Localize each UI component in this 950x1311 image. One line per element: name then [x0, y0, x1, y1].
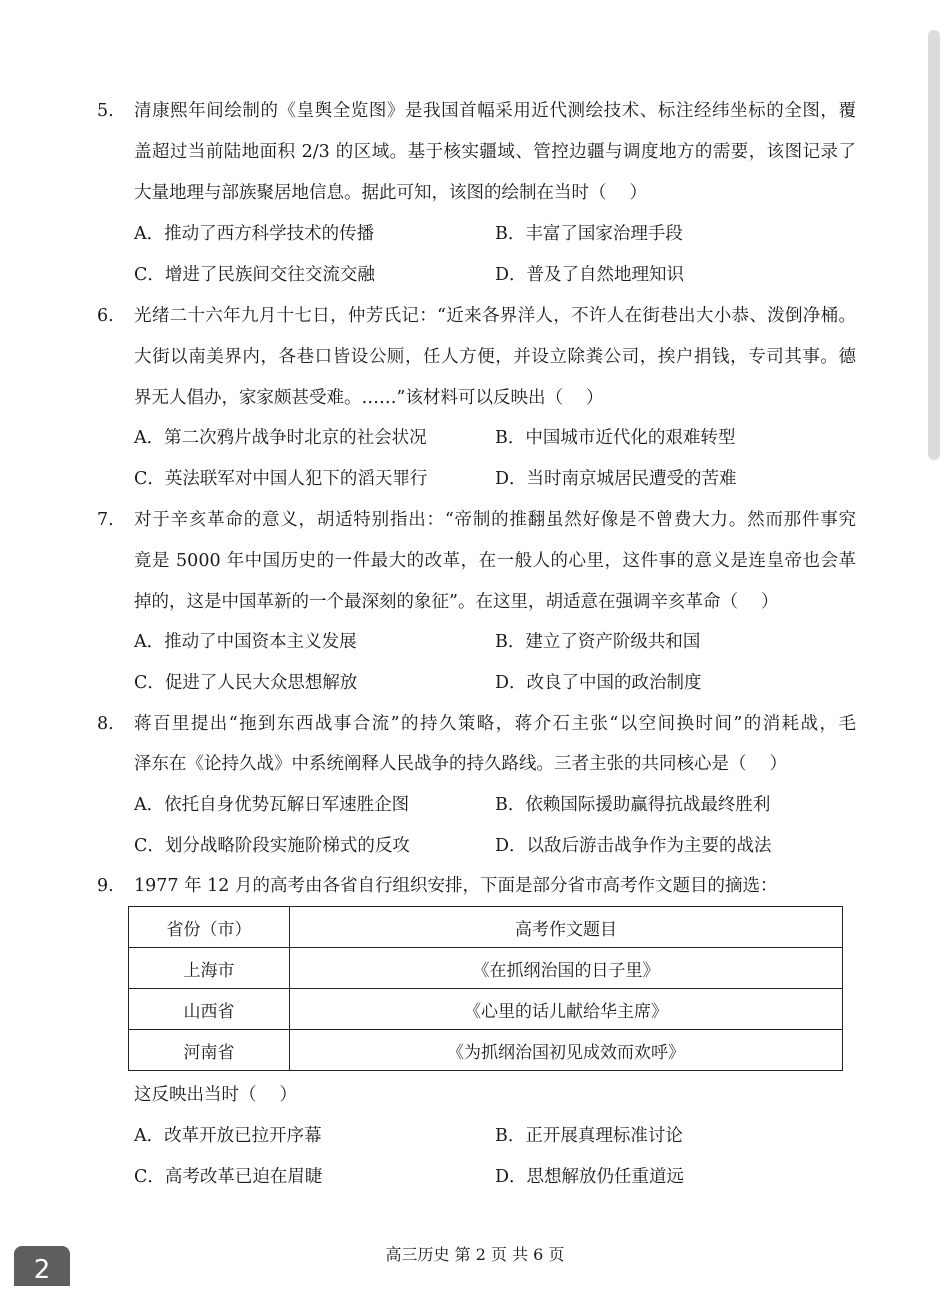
question-number: 9.: [97, 876, 114, 896]
table-cell-topic: 《为抓纲治国初见成效而欢呼》: [290, 1030, 843, 1071]
question-number: 5.: [97, 101, 114, 121]
option-b: B．中国城市近代化的艰难转型: [495, 428, 736, 448]
question-number: 6.: [97, 306, 114, 326]
question-text-line: 大街以南美界内，各巷口皆设公厕，任人方便，并设立除粪公司，挨户捐钱，专司其事。德: [134, 347, 856, 367]
option-d: D．当时南京城居民遭受的苦难: [495, 469, 737, 489]
option-c: C．划分战略阶段实施阶梯式的反攻: [134, 836, 410, 856]
table-cell-province: 上海市: [129, 948, 290, 989]
option-a: A．改革开放已拉开序幕: [134, 1126, 322, 1146]
question-number: 8.: [97, 714, 114, 734]
option-c: C．高考改革已迫在眉睫: [134, 1167, 323, 1187]
option-d: D．思想解放仍任重道远: [495, 1167, 685, 1187]
page-footer: 高三历史 第 2 页 共 6 页: [385, 1245, 565, 1264]
option-d: D．改良了中国的政治制度: [495, 673, 702, 693]
table-header-row: [129, 907, 843, 948]
option-a: A．第二次鸦片战争时北京的社会状况: [134, 428, 427, 448]
question-text-line: 盖超过当前陆地面积 2/3 的区域。基于核实疆域、管控边疆与调度地方的需要，该图记录了: [134, 142, 856, 162]
option-c: C．英法联军对中国人犯下的滔天罪行: [134, 469, 428, 489]
question-text-line: 1977 年 12 月的高考由各省自行组织安排，下面是部分省市高考作文题目的摘选：: [134, 876, 778, 896]
option-b: B．依赖国际援助赢得抗战最终胜利: [495, 795, 771, 815]
question-text-line: 这反映出当时（ ）: [134, 1085, 298, 1105]
option-b: B．丰富了国家治理手段: [495, 224, 683, 244]
table-cell-province: 山西省: [129, 989, 290, 1030]
scrollbar-track[interactable]: [928, 30, 940, 460]
option-c: C．促进了人民大众思想解放: [134, 673, 358, 693]
option-a: A．推动了西方科学技术的传播: [134, 224, 375, 244]
question-text-line: 清康熙年间绘制的《皇舆全览图》是我国首幅采用近代测绘技术、标注经纬坐标的全图，覆: [134, 101, 856, 121]
question-number: 7.: [97, 510, 114, 530]
table-header-cell: 高考作文题目: [290, 907, 843, 948]
page-number-badge[interactable]: 2: [14, 1246, 70, 1286]
question-text-line: 大量地理与部族聚居地信息。据此可知，该图的绘制在当时（ ）: [134, 183, 648, 203]
option-a: A．推动了中国资本主义发展: [134, 632, 357, 652]
question-text-line: 竟是 5000 年中国历史的一件最大的改革，在一般人的心里，这件事的意义是连皇帝也会革: [134, 551, 856, 571]
option-a: A．依托自身优势瓦解日军速胜企图: [134, 795, 410, 815]
table-row: [129, 948, 843, 989]
table-cell-province: 河南省: [129, 1030, 290, 1071]
question-text-line: 界无人倡办，家家颇甚受难。……”该材料可以反映出（ ）: [134, 388, 604, 408]
table-row: [129, 1030, 843, 1071]
question-text-line: 泽东在《论持久战》中系统阐释人民战争的持久路线。三者主张的共同核心是（ ）: [134, 754, 788, 774]
question-text-line: 光绪二十六年九月十七日，仲芳氏记：“近来各界洋人，不许人在街巷出大小恭、泼倒净桶。: [134, 306, 856, 326]
table-cell-topic: 《心里的话儿献给华主席》: [290, 989, 843, 1030]
table-cell-topic: 《在抓纲治国的日子里》: [290, 948, 843, 989]
table-row: [129, 989, 843, 1030]
option-b: B．建立了资产阶级共和国: [495, 632, 701, 652]
option-d: D．以敌后游击战争作为主要的战法: [495, 836, 772, 856]
table-header-cell: 省份（市）: [129, 907, 290, 948]
essay-topics-table: [128, 906, 843, 1071]
option-d: D．普及了自然地理知识: [495, 265, 685, 285]
option-b: B．正开展真理标准讨论: [495, 1126, 683, 1146]
question-text-line: 对于辛亥革命的意义，胡适特别指出：“帝制的推翻虽然好像是不曾费大力。然而那件事究: [134, 510, 856, 530]
option-c: C．增进了民族间交往交流交融: [134, 265, 375, 285]
question-text-line: 蒋百里提出“拖到东西战事合流”的持久策略，蒋介石主张“以空间换时间”的消耗战，毛: [134, 714, 856, 734]
question-text-line: 掉的，这是中国革新的一个最深刻的象征”。在这里，胡适意在强调辛亥革命（ ）: [134, 592, 779, 612]
